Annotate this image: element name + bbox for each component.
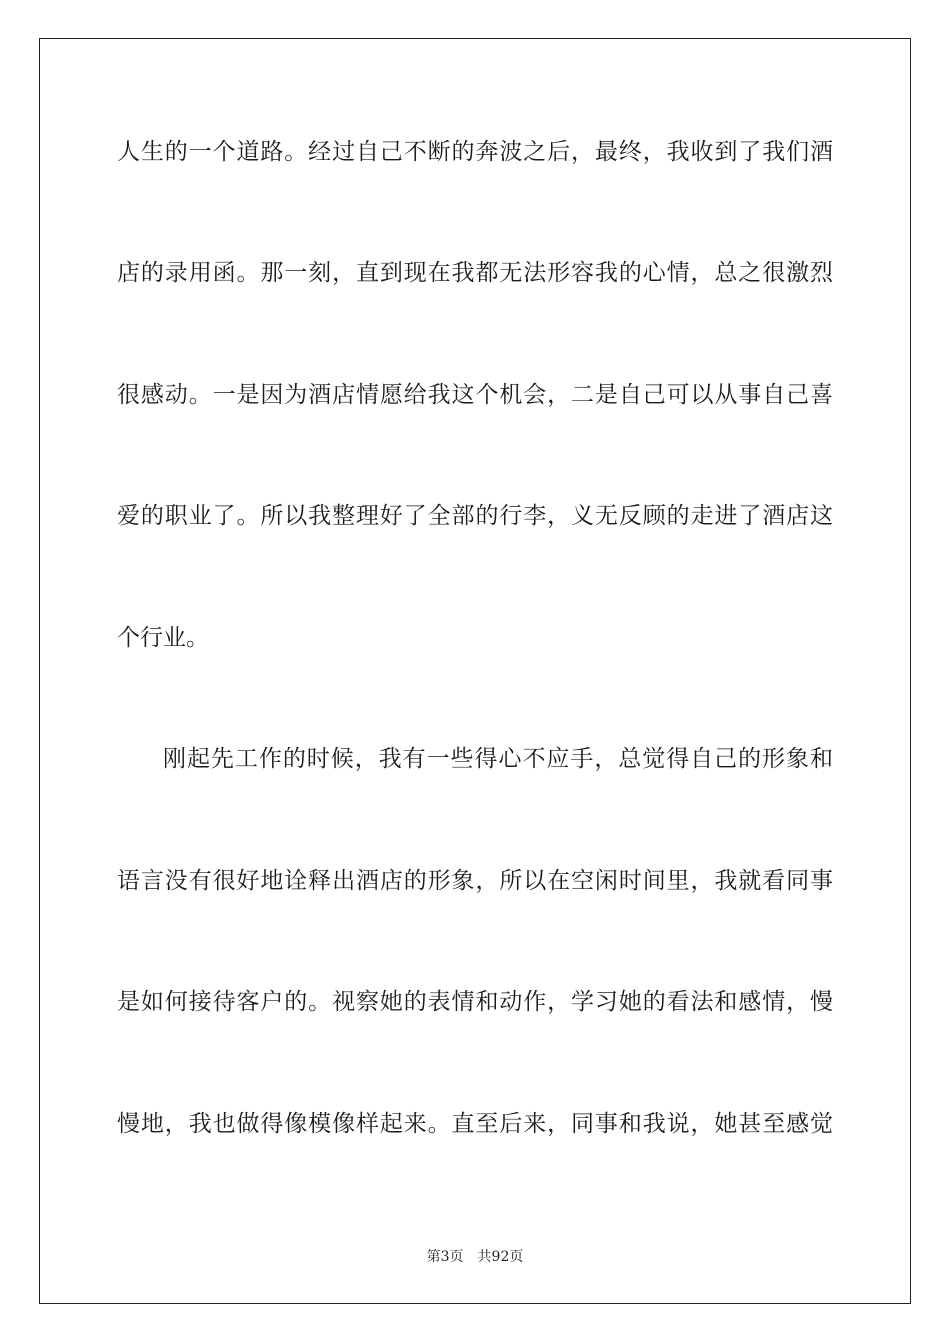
paragraph-line-9: 慢地，我也做得像模像样起来。直至后来，同事和我说，她甚至感觉	[117, 1111, 833, 1137]
page-number: 第3页	[426, 1249, 464, 1265]
paragraph-line-8: 是如何接待客户的。视察她的表情和动作，学习她的看法和感情，慢	[117, 989, 833, 1015]
paragraph-line-1: 人生的一个道路。经过自己不断的奔波之后，最终，我收到了我们酒	[117, 139, 833, 165]
paragraph-line-4: 爱的职业了。所以我整理好了全部的行李，义无反顾的走进了酒店这	[117, 503, 833, 529]
page-total: 共92页	[477, 1249, 524, 1265]
page-footer	[0, 1246, 950, 1266]
paragraph-line-3: 很感动。一是因为酒店情愿给我这个机会，二是自己可以从事自己喜	[117, 382, 833, 408]
paragraph-line-2: 店的录用函。那一刻，直到现在我都无法形容我的心情，总之很激烈	[117, 260, 833, 286]
paragraph-line-5: 个行业。	[117, 625, 209, 651]
paragraph-line-6: 刚起先工作的时候，我有一些得心不应手，总觉得自己的形象和	[163, 746, 833, 772]
paragraph-line-7: 语言没有很好地诠释出酒店的形象，所以在空闲时间里，我就看同事	[117, 868, 833, 894]
